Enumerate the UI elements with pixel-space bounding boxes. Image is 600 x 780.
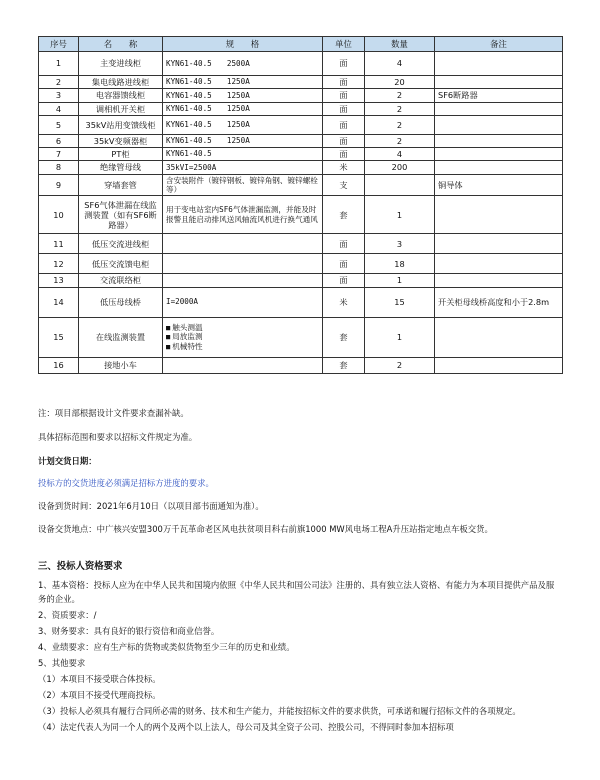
table-row bbox=[39, 254, 563, 274]
row-name: 在线监测装置 bbox=[79, 317, 163, 357]
row-spec bbox=[163, 234, 323, 254]
row-unit: 面 bbox=[323, 134, 365, 147]
row-qty: 3 bbox=[365, 234, 435, 254]
row-number: 7 bbox=[39, 148, 79, 161]
row-name: 低压交流进线柜 bbox=[79, 234, 163, 254]
row-qty: 2 bbox=[365, 89, 435, 102]
spec-bullet-item: ■ 触头测温 bbox=[166, 323, 319, 333]
row-number: 5 bbox=[39, 115, 79, 134]
table-header-row bbox=[39, 37, 563, 52]
qualification-item: （4）法定代表人为同一个人的两个及两个以上法人，母公司及其全资子公司、控股公司，不得同时参加本招标项 bbox=[38, 722, 454, 732]
row-name: 接地小车 bbox=[79, 357, 163, 373]
row-qty: 2 bbox=[365, 115, 435, 134]
row-qty: 4 bbox=[365, 148, 435, 161]
row-unit: 支 bbox=[323, 174, 365, 196]
row-spec bbox=[163, 317, 323, 357]
row-number: 14 bbox=[39, 287, 79, 317]
delivery-date: 设备到货时间：2021年6月10日（以项目部书面通知为准）。 bbox=[38, 501, 264, 511]
spec-bullet-item: ■ 局放监测 bbox=[166, 332, 319, 342]
row-qty bbox=[365, 174, 435, 196]
row-name: 低压母线桥 bbox=[79, 287, 163, 317]
row-spec: 含安装附件（镀锌钢板、镀锌角钢、镀锌螺栓等） bbox=[163, 174, 323, 196]
delivery-location: 设备交货地点：中广核兴安盟300万千瓦革命老区风电扶贫项目科右前旗1000 MW风电场工程A升压站指定地点车板交货。 bbox=[38, 524, 493, 534]
row-spec: 35kVI=2500A bbox=[163, 161, 323, 174]
qualification-item: 4、业绩要求：应有生产标的货物或类似货物至少三年的历史和业绩。 bbox=[38, 642, 295, 652]
row-number: 10 bbox=[39, 196, 79, 234]
row-note bbox=[435, 254, 563, 274]
row-number: 9 bbox=[39, 174, 79, 196]
row-note: 开关柜母线桥高度和小于2.8m bbox=[435, 287, 563, 317]
delivery-heading: 计划交货日期： bbox=[38, 456, 97, 466]
header-spec: 规 格 bbox=[163, 37, 323, 52]
row-qty: 20 bbox=[365, 76, 435, 89]
header-note: 备注 bbox=[435, 37, 563, 52]
row-number: 11 bbox=[39, 234, 79, 254]
row-unit: 面 bbox=[323, 274, 365, 287]
row-qty: 2 bbox=[365, 134, 435, 147]
row-number: 16 bbox=[39, 357, 79, 373]
row-note bbox=[435, 52, 563, 76]
row-number: 8 bbox=[39, 161, 79, 174]
row-note bbox=[435, 148, 563, 161]
row-unit: 面 bbox=[323, 115, 365, 134]
row-qty: 200 bbox=[365, 161, 435, 174]
table-row bbox=[39, 287, 563, 317]
row-note: 铜导体 bbox=[435, 174, 563, 196]
note-design: 注：项目部根据设计文件要求查漏补缺。 bbox=[38, 408, 189, 418]
equipment-table bbox=[38, 36, 563, 374]
row-unit: 面 bbox=[323, 76, 365, 89]
row-name: SF6气体泄漏在线监测装置（如有SF6断路器） bbox=[79, 196, 163, 234]
table-body bbox=[39, 52, 563, 374]
row-qty: 2 bbox=[365, 102, 435, 115]
row-name: 绝缘管母线 bbox=[79, 161, 163, 174]
table-row bbox=[39, 234, 563, 254]
row-unit: 套 bbox=[323, 317, 365, 357]
table-row bbox=[39, 115, 563, 134]
row-number: 2 bbox=[39, 76, 79, 89]
table-row bbox=[39, 76, 563, 89]
row-unit: 面 bbox=[323, 148, 365, 161]
row-qty: 18 bbox=[365, 254, 435, 274]
qualification-item: （3）投标人必须具有履行合同所必需的财务、技术和生产能力，并能按招标文件的要求供货，可承诺和履行招标文件的各项规定。 bbox=[38, 706, 521, 716]
row-unit: 米 bbox=[323, 287, 365, 317]
row-note bbox=[435, 102, 563, 115]
row-unit: 面 bbox=[323, 89, 365, 102]
row-number: 3 bbox=[39, 89, 79, 102]
row-spec: KYN61-40.5 2500A bbox=[163, 52, 323, 76]
row-note bbox=[435, 134, 563, 147]
row-spec: KYN61-40.5 bbox=[163, 148, 323, 161]
delivery-progress: 投标方的交货进度必须满足招标方进度的要求。 bbox=[38, 478, 214, 488]
table-row bbox=[39, 89, 563, 102]
qualification-item: （1）本项目不接受联合体投标。 bbox=[38, 674, 161, 684]
row-unit: 套 bbox=[323, 357, 365, 373]
qualification-item: 1、基本资格：投标人应为在中华人民共和国境内依照《中华人民共和国公司法》注册的、具有独立法人资格、有能力为本项目提供产品及服务的企业。 bbox=[38, 580, 555, 604]
row-note bbox=[435, 115, 563, 134]
qualification-item: 5、其他要求 bbox=[38, 658, 86, 668]
row-qty: 15 bbox=[365, 287, 435, 317]
row-note bbox=[435, 317, 563, 357]
table-row bbox=[39, 161, 563, 174]
row-spec: KYN61-40.5 1250A bbox=[163, 115, 323, 134]
row-name: 交流联络柜 bbox=[79, 274, 163, 287]
header-qty: 数量 bbox=[365, 37, 435, 52]
row-note bbox=[435, 274, 563, 287]
table-row bbox=[39, 102, 563, 115]
row-number: 6 bbox=[39, 134, 79, 147]
qualification-item: （2）本项目不接受代理商投标。 bbox=[38, 690, 161, 700]
qualification-item: 3、财务要求：具有良好的银行资信和商业信誉。 bbox=[38, 626, 220, 636]
row-name: 穿墙套管 bbox=[79, 174, 163, 196]
qualification-list bbox=[38, 578, 562, 736]
row-spec: 用于变电站室内SF6气体泄漏监测，并能及时报警且能启动排风送风轴流风机进行换气通风 bbox=[163, 196, 323, 234]
row-name: 集电线路进线柜 bbox=[79, 76, 163, 89]
row-qty: 2 bbox=[365, 357, 435, 373]
row-name: PT柜 bbox=[79, 148, 163, 161]
table-row bbox=[39, 52, 563, 76]
qualification-item: 2、资质要求：/ bbox=[38, 610, 97, 620]
table-row bbox=[39, 274, 563, 287]
header-unit: 单位 bbox=[323, 37, 365, 52]
row-spec bbox=[163, 274, 323, 287]
row-number: 12 bbox=[39, 254, 79, 274]
row-spec: KYN61-40.5 1250A bbox=[163, 102, 323, 115]
qualification-heading: 三、投标人资格要求 bbox=[38, 561, 123, 572]
header-no: 序号 bbox=[39, 37, 79, 52]
row-unit: 套 bbox=[323, 196, 365, 234]
row-number: 4 bbox=[39, 102, 79, 115]
row-number: 15 bbox=[39, 317, 79, 357]
note-scope: 具体招标范围和要求以招标文件规定为准。 bbox=[38, 432, 198, 442]
table-row bbox=[39, 357, 563, 373]
spec-bullet-item: ■ 机械特性 bbox=[166, 342, 319, 352]
table-row bbox=[39, 196, 563, 234]
row-note: SF6断路器 bbox=[435, 89, 563, 102]
table-row bbox=[39, 148, 563, 161]
row-spec bbox=[163, 254, 323, 274]
row-qty: 1 bbox=[365, 317, 435, 357]
row-spec: KYN61-40.5 1250A bbox=[163, 89, 323, 102]
row-note bbox=[435, 357, 563, 373]
row-name: 低压交流馈电柜 bbox=[79, 254, 163, 274]
row-qty: 4 bbox=[365, 52, 435, 76]
equipment-table-wrap bbox=[38, 36, 562, 374]
row-unit: 米 bbox=[323, 161, 365, 174]
row-unit: 面 bbox=[323, 102, 365, 115]
row-note bbox=[435, 234, 563, 254]
row-spec: KYN61-40.5 1250A bbox=[163, 134, 323, 147]
row-note bbox=[435, 161, 563, 174]
row-name: 调相机开关柜 bbox=[79, 102, 163, 115]
row-name: 35kV变频器柜 bbox=[79, 134, 163, 147]
row-spec: I=2000A bbox=[163, 287, 323, 317]
row-name: 电容器馈线柜 bbox=[79, 89, 163, 102]
row-unit: 面 bbox=[323, 52, 365, 76]
table-row bbox=[39, 174, 563, 196]
row-note bbox=[435, 76, 563, 89]
row-spec: KYN61-40.5 1250A bbox=[163, 76, 323, 89]
table-row bbox=[39, 317, 563, 357]
row-spec bbox=[163, 357, 323, 373]
row-number: 1 bbox=[39, 52, 79, 76]
row-unit: 面 bbox=[323, 234, 365, 254]
row-name: 主变进线柜 bbox=[79, 52, 163, 76]
table-row bbox=[39, 134, 563, 147]
row-note bbox=[435, 196, 563, 234]
row-number: 13 bbox=[39, 274, 79, 287]
header-name: 名 称 bbox=[79, 37, 163, 52]
row-qty: 1 bbox=[365, 274, 435, 287]
row-name: 35kV站用变馈线柜 bbox=[79, 115, 163, 134]
row-qty: 1 bbox=[365, 196, 435, 234]
row-unit: 面 bbox=[323, 254, 365, 274]
